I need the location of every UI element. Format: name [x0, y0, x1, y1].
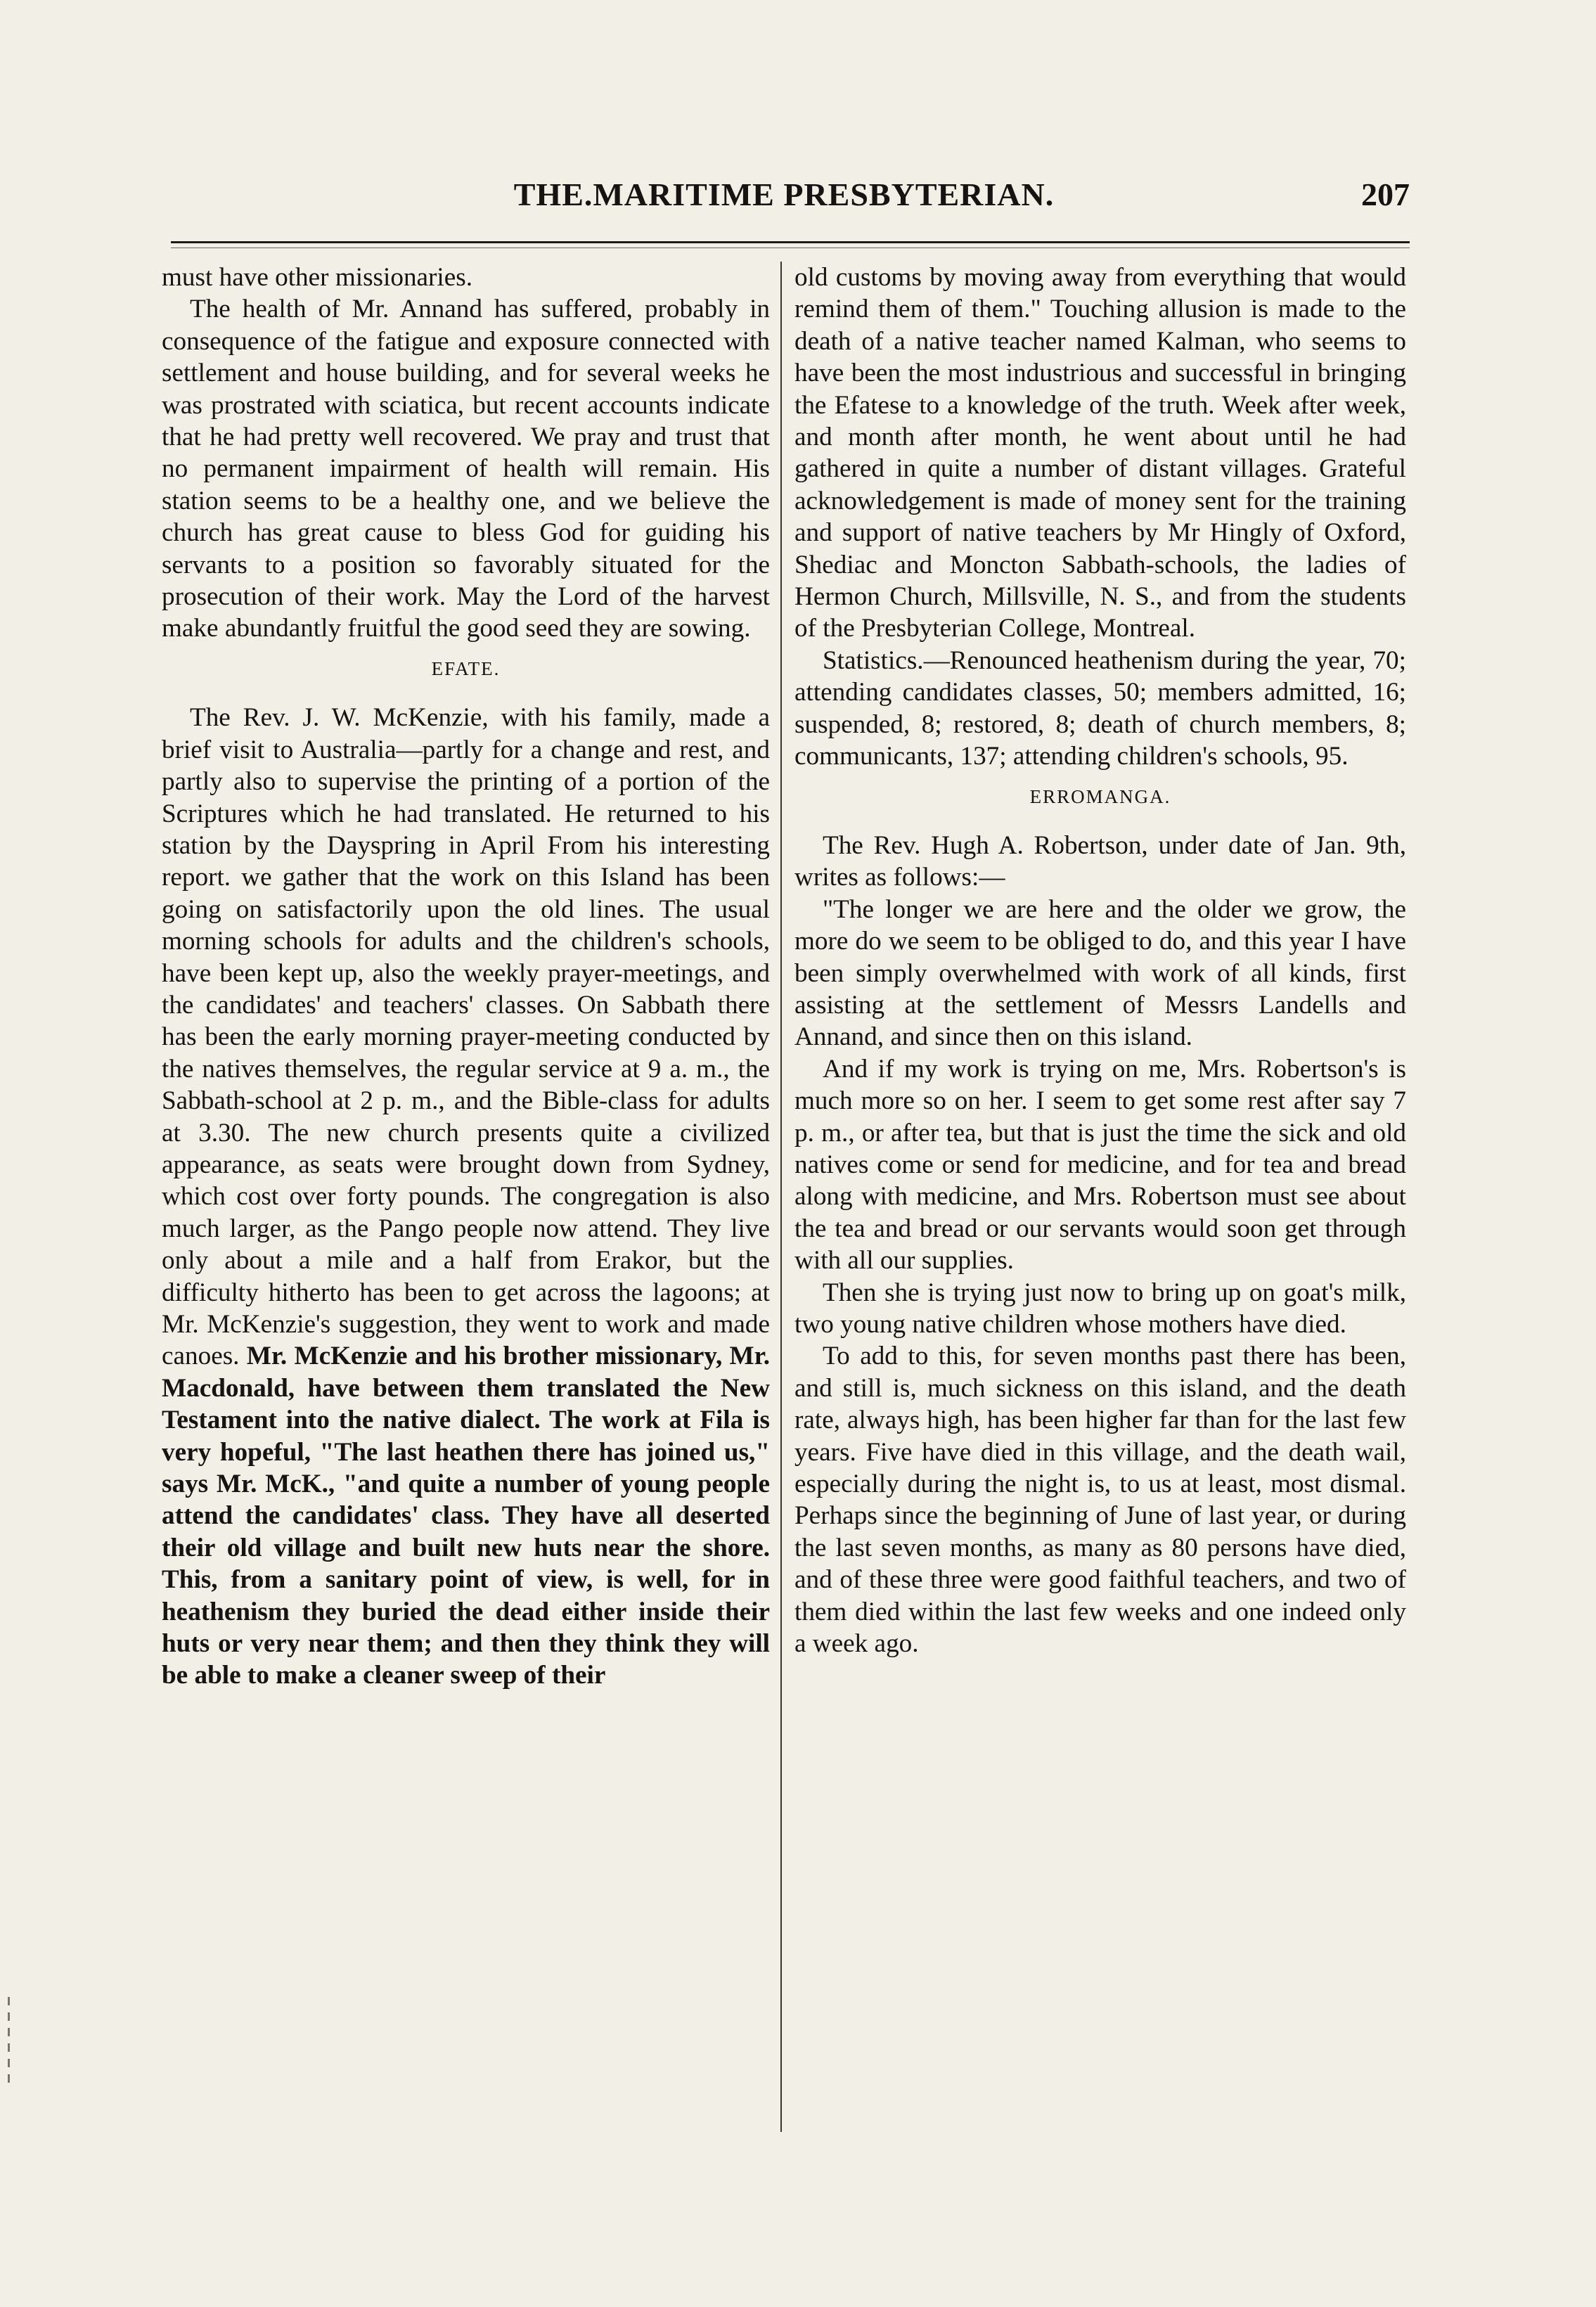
section-heading-efate: EFATE.: [431, 657, 501, 679]
header-rule: [171, 241, 1410, 243]
paragraph: Then she is trying just now to bring up on goat's milk, two young native children whose mothers have died.: [794, 1278, 1406, 1339]
text-run: The Rev. J. W. McKenzie, with his family, made a brief visit to Australia—partly for a change and rest, and partly also to supervise the printing of a portion of the Scriptures which he had translated. He returned to his station by the Dayspring in April From his interesting report. we gather that the work on this Island has been going on satisfactorily upon the old lines. The usual morning schools for adults and the children's schools, have been kept up, also the weekly prayer-meetings, and the candidates' and teachers' classes. On Sabbath there has been the early morning prayer-meeting conducted by the natives themselves, the regular service at 9 a. m., the Sabbath-school at 2 p. m., and the Bible-class for adults at 3.30. The new church presents quite a civilized appearance, as seats were brought down from Sydney, which cost over forty pounds. The congregation is also much larger, as the Pango people now attend. They live only about a mile and a half from Erakor, but the difficulty hitherto has been to get across the lagoons; at Mr. McKenzie's suggestion, they went to work and made canoes.: [162, 703, 770, 1371]
margin-mark: [8, 2074, 10, 2083]
paragraph: To add to this, for seven months past there has been, and still is, much sickness on this island, and the death rate, always high, has been higher far than for the last few years. Five have died in this village, and the death wail, especially during the night is, to us at least, most dismal. Perhaps since the beginning of June of last year, or during the last seven months, as many as 80 persons have died, and of these three were good faithful teachers, and two of them died within the last few weeks and one indeed only a week ago.: [794, 1342, 1406, 1659]
binding-margin-marks: [6, 1990, 13, 2306]
right-column: [794, 262, 1406, 1659]
paragraph: "The longer we are here and the older we grow, the more do we seem to be obliged to do, and this year I have been simply overwhelmed with work of all kinds, first assisting at the settlement of Messrs Landells and Annand, and since then on this island.: [794, 894, 1406, 1052]
margin-mark: [8, 2059, 10, 2067]
column-divider: [780, 262, 782, 2132]
paragraph: [162, 702, 770, 1692]
section-heading-erromanga: ERROMANGA.: [1029, 785, 1171, 807]
page-number: 207: [1361, 176, 1410, 212]
paragraph: must have other missionaries.: [162, 263, 473, 292]
publication-title: THE.MARITIME PRESBYTERIAN.: [513, 176, 1055, 212]
margin-mark: [8, 2012, 10, 2021]
paragraph: The Rev. Hugh A. Robertson, under date of Jan. 9th, writes as follows:—: [794, 830, 1406, 892]
margin-mark: [8, 1997, 10, 2005]
paragraph: Statistics.—Renounced heathenism during the year, 70; attending candidates classes, 50; members admitted, 16; suspended, 8; restored, 8; death of church members, 8; communicants, 137; attending children's schools, 95.: [794, 645, 1406, 771]
text-run-bold: Mr. McKenzie and his brother missionary, Mr. Macdonald, have between them translated the New Testament into the native dialect. The work at Fila is very hopeful, "The last heathen there has joined us," says Mr. McK., "and quite a number of young people attend the candidates' class. They have all deserted their old village and built new huts near the shore. This, from a sanitary point of view, is well, for in heathenism they buried the dead either inside their huts or very near them; and then they think they will be able to make a cleaner sweep of their: [162, 1342, 770, 1690]
margin-mark: [8, 2043, 10, 2052]
paragraph: And if my work is trying on me, Mrs. Robertson's is much more so on her. I seem to get some rest after say 7 p. m., or after tea, but that is just the time the sick and old natives come or send for medicine, and for tea and bread along with medicine, and Mrs. Robertson must see about the tea and bread or our servants would soon get through with all our supplies.: [794, 1054, 1406, 1275]
paragraph: old customs by moving away from everything that would remind them of them." Touching allusion is made to the death of a native teacher named Kalman, who seems to have been the most industrious and successful in bringing the Efatese to a knowledge of the truth. Week after week, and month after month, he went about until he had gathered in quite a number of distant villages. Grateful acknowledgement is made of money sent for the training and support of native teachers by Mr Hingly of Oxford, Shediac and Moncton Sabbath-schools, the ladies of Hermon Church, Millsville, N. S., and from the students of the Presbyterian College, Montreal.: [794, 263, 1406, 643]
paragraph: The health of Mr. Annand has suffered, probably in consequence of the fatigue and exposure connected with settlement and house building, and for several weeks he was prostrated with sciatica, but recent accounts indicate that he had pretty well recovered. We pray and trust that no permanent impairment of health will remain. His station seems to be a healthy one, and we believe the church has great cause to bless God for guiding his servants to a position so favorably situated for the prosecution of their work. May the Lord of the harvest make abundantly fruitful the good seed they are sowing.: [162, 295, 770, 643]
running-header: [158, 176, 1410, 221]
margin-mark: [8, 2028, 10, 2036]
left-column: [162, 262, 770, 1692]
